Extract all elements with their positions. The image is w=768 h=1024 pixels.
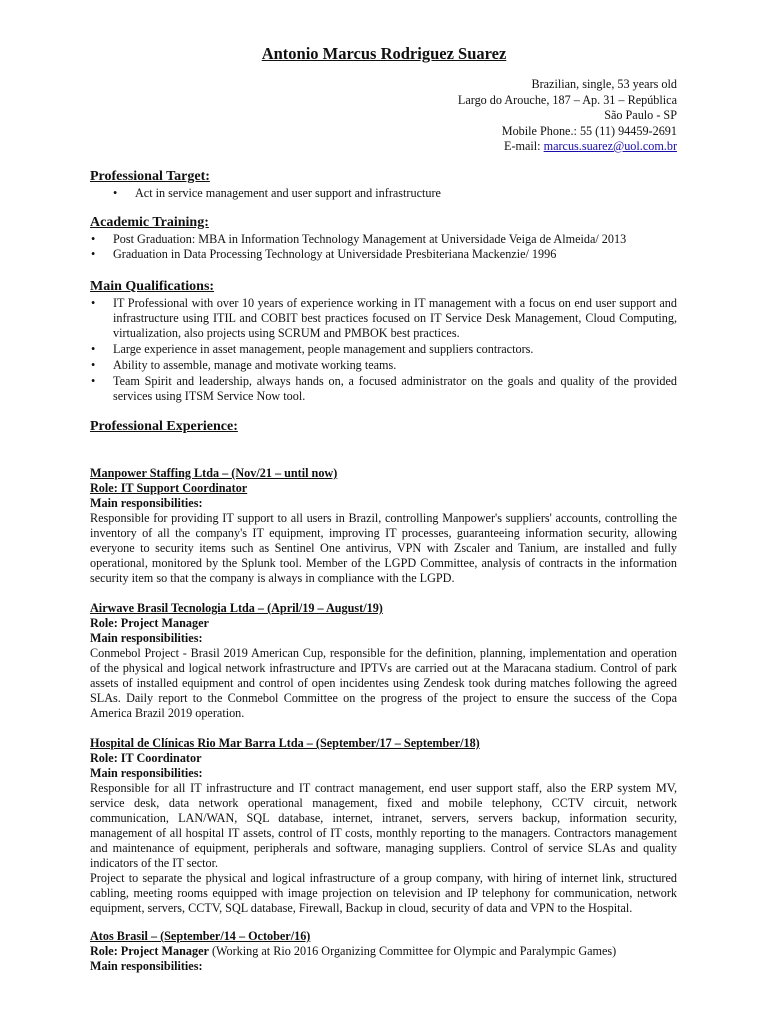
section-academic — [90, 214, 677, 262]
contact-email-row — [458, 139, 677, 155]
job-company: Hospital de Clínicas Rio Mar Barra Ltda – (September/17 – September/18) — [90, 736, 480, 750]
job-role-row — [90, 944, 677, 959]
candidate-name: Antonio Marcus Rodriguez Suarez — [261, 44, 507, 63]
job-company: Manpower Staffing Ltda – (Nov/21 – until now) — [90, 466, 338, 480]
email-label: E-mail: — [504, 139, 544, 153]
contact-address: Largo do Arouche, 187 – Ap. 31 – República — [457, 92, 677, 107]
job-role: Role: Project Manager — [90, 616, 209, 630]
contact-phone: Mobile Phone.: 55 (11) 94459-2691 — [501, 123, 677, 138]
contact-block — [458, 77, 677, 155]
academic-list — [90, 232, 677, 262]
section-target — [90, 168, 677, 201]
job-entry-airwave — [90, 601, 677, 721]
job-responsibilities-label: Main responsibilities: — [90, 959, 203, 973]
list-item: • Team Spirit and leadership, always hands on, a focused administrator on the goals and quality of the provided services using ITSM Service Now tool. — [90, 374, 677, 404]
job-company: Atos Brasil – (September/14 – October/16) — [90, 929, 311, 943]
section-title-target: Professional Target: — [90, 169, 210, 184]
list-item: • Graduation in Data Processing Technology at Universidade Presbiteriana Mackenzie/ 1996 — [90, 247, 677, 262]
job-description: Responsible for all IT infrastructure and IT contract management, end user support staff, also the ERP system MV, service desk, data network operational management, fixed and mobile telephony, CCTV circuit, network communication, LAN/WAN, SQL database, internet, intranet, servers, servers backup, information security, management of all hospital IT assets, control of IT costs, monthly reporting to the managers. Contractors management and maintenance of equipment, peripherals and software, managing suppliers. Control of service SLAs and quality indicators of the IT sector. — [90, 781, 677, 870]
list-item: • Ability to assemble, manage and motivate working teams. — [90, 358, 677, 373]
job-entry-atos — [90, 929, 677, 974]
list-item: • Post Graduation: MBA in Information Technology Management at Universidade Veiga de Almeida/ 2013 — [90, 232, 677, 247]
job-role: Role: Project Manager — [90, 944, 209, 958]
job-responsibilities-label: Main responsibilities: — [90, 766, 203, 780]
section-experience-title-wrap — [90, 418, 677, 435]
job-role-note: (Working at Rio 2016 Organizing Committee for Olympic and Paralympic Games) — [208, 944, 617, 958]
job-responsibilities-label: Main responsibilities: — [90, 631, 203, 645]
qualifications-list — [90, 296, 677, 404]
job-role: Role: IT Support Coordinator — [90, 481, 248, 495]
job-responsibilities-label: Main responsibilities: — [90, 496, 203, 510]
job-company: Airwave Brasil Tecnologia Ltda – (April/19 – August/19) — [90, 601, 383, 615]
job-description: Responsible for providing IT support to all users in Brazil, controlling Manpower's suppliers' accounts, controlling the inventory of all the company's IT equipment, improving IT processes, guaranteeing information security, allowing everyone to security items such as Sentinel One antivirus, VPN with Zscaler and Tanium, are installed and fully operational, monitored by the Splunk tool. Member of the LGPD Committee, analysis of contracts in the information security item so that the company is always in compliance with the LGPD. — [90, 511, 677, 585]
job-description: Conmebol Project - Brasil 2019 American Cup, responsible for the definition, planning, implementation and operation of the physical and logical network infrastructure and IPTVs are carried out at the Maracana stadium. Control of park assets of installed equipment and control of open incidentes using Zendesk took during matches following the agreed SLAs. Daily report to the Conmebol Committee on the progress of the project to ensure the success of the Copa America Brazil 2019 operation. — [90, 646, 677, 720]
section-title-qualifications: Main Qualifications: — [90, 279, 215, 294]
contact-nationality: Brazilian, single, 53 years old — [531, 77, 677, 91]
target-list — [90, 186, 677, 201]
list-item: • IT Professional with over 10 years of experience working in IT management with a focus on end user support and infrastructure using ITIL and COBIT best practices focused on IT Service Desk Management, Cloud Computing, virtualization, also projects using SCRUM and PMBOK best practices. — [90, 296, 677, 341]
job-entry-hospital — [90, 736, 677, 916]
job-entry-manpower — [90, 466, 677, 586]
contact-city: São Paulo - SP — [604, 108, 677, 122]
section-title-experience: Professional Experience: — [90, 419, 238, 434]
section-title-academic: Academic Training: — [90, 215, 209, 230]
list-item: • Act in service management and user support and infrastructure — [90, 186, 677, 201]
email-link[interactable]: marcus.suarez@uol.com.br — [543, 139, 677, 153]
list-item: • Large experience in asset management, people management and suppliers contractors. — [90, 342, 677, 357]
section-qualifications — [90, 278, 677, 404]
job-role: Role: IT Coordinator — [90, 751, 202, 765]
job-description-project: Project to separate the physical and logical infrastructure of a group company, with hiring of internet link, structured cabling, meeting rooms equipped with image projection on television and IP telephony for communication, network equipment, servers, CCTV, SQL database, Firewall, Backup in cloud, security of data and VPN to the Hospital. — [90, 871, 677, 915]
